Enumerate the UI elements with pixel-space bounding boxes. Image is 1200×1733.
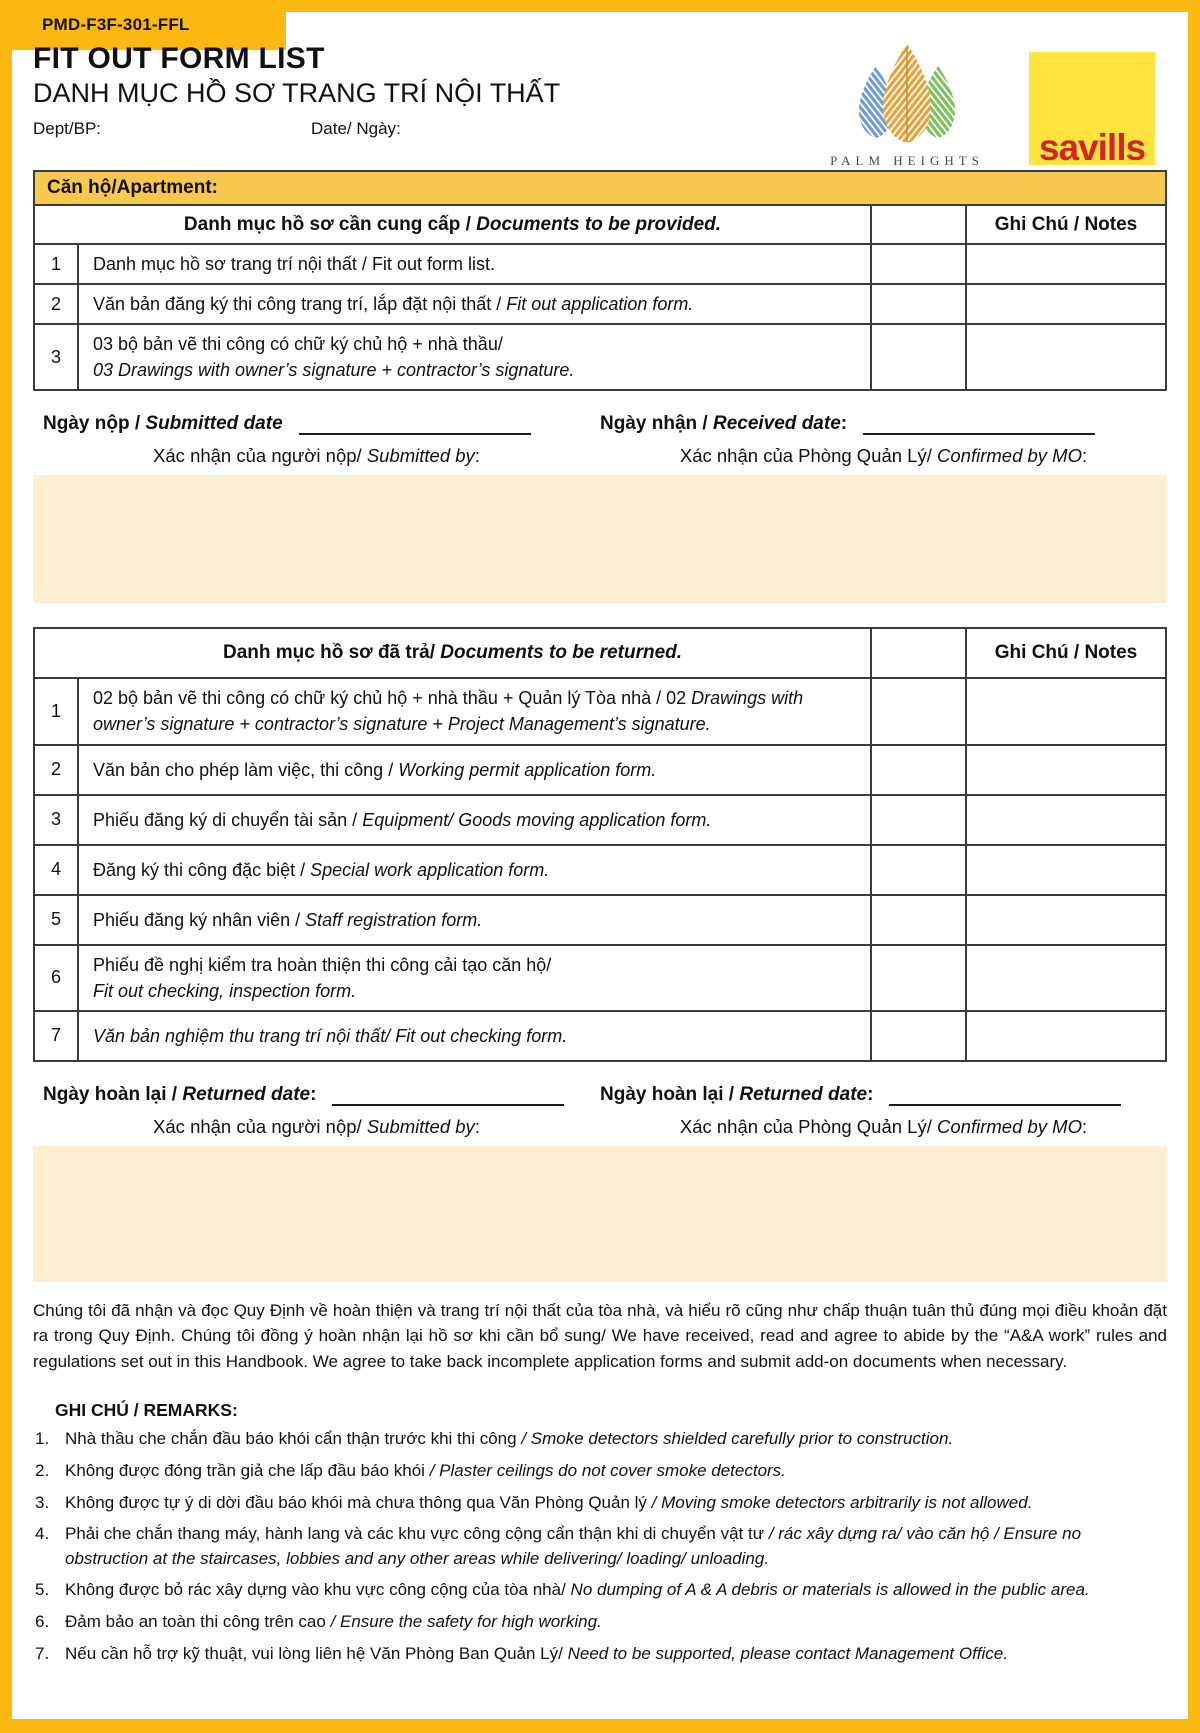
row-number: 3 [34,324,78,390]
text-vietnamese: : [840,413,848,435]
notes-cell[interactable] [966,284,1166,324]
remark-number: 7. [35,1643,50,1663]
document-description [78,895,871,945]
submit-signature-area[interactable] [33,475,1167,603]
notes-cell[interactable] [966,324,1166,390]
row-number: 4 [34,845,78,895]
document-description [78,745,871,795]
return-dates-row [33,1084,1167,1106]
text-vietnamese: Xác nhận của Phòng Quản Lý/ [679,445,938,467]
document-description [78,324,871,390]
table2-title [34,628,871,678]
remark-item [33,1427,1167,1452]
table-row [34,284,1166,324]
table-row [34,324,1166,390]
text-english: Fit out checking, inspection form. [93,980,357,1001]
text-english: / Plaster ceilings do not cover smoke detectors. [429,1460,786,1480]
check-cell[interactable] [871,1011,966,1061]
text-english: Submitted date [145,413,283,435]
row-number: 2 [34,745,78,795]
remark-item [33,1522,1167,1571]
row-number: 2 [34,284,78,324]
page-subtitle: DANH MỤC HỒ SƠ TRANG TRÍ NỘI THẤT [33,78,561,108]
text-english: Special work application form. [310,859,550,880]
text-vietnamese: : [310,1083,317,1105]
text-vietnamese: Ngày nộp / [43,413,146,435]
text-english: No dumping of A & A debris or materials is allowed in the public area. [570,1580,1090,1600]
remark-text [65,1642,1167,1667]
page-title: FIT OUT FORM LIST [33,42,325,75]
notes-cell[interactable] [966,845,1166,895]
row-number: 1 [34,678,78,744]
check-cell[interactable] [871,945,966,1011]
savills-logo [1029,52,1155,168]
remark-text [65,1578,1167,1603]
text-vietnamese: : [1081,445,1088,467]
row-number: 3 [34,795,78,845]
text-vietnamese: Ngày hoàn lại / [600,1083,740,1105]
text-english: / Smoke detectors shielded carefully prior to construction. [521,1429,954,1449]
text-vietnamese: Phiếu đề nghị kiểm tra hoàn thiện thi công cải tạo căn hộ/ [93,954,552,975]
row-number: 7 [34,1011,78,1061]
remarks-list [33,1427,1167,1666]
documents-to-be-returned-table [33,627,1167,1061]
document-description [78,244,871,284]
text-vietnamese: Văn bản đăng ký thi công trang trí, lắp đặt nội thất / [93,294,507,315]
confirmed-by-mo-label [600,445,1167,467]
notes-column-header: Ghi Chú / Notes [966,628,1166,678]
text-vietnamese: Danh mục hồ sơ đã trả/ [222,642,441,664]
text-vietnamese: Phải che chắn thang máy, hành lang và các khu vực công cộng cẩn thận khi di chuyển vật tư [65,1524,769,1544]
submitted-date-input-line[interactable] [299,414,531,436]
text-vietnamese: Phiếu đăng ký nhân viên / [93,909,306,930]
text-vietnamese: Không được đóng trần giả che lấp đầu báo khói [65,1460,430,1480]
document-description [78,1011,871,1061]
table-row [34,795,1166,845]
returned-date-label-right [600,1084,873,1106]
check-cell[interactable] [871,244,966,284]
table-row [34,895,1166,945]
remark-item [33,1610,1167,1635]
table-row [34,1011,1166,1061]
text-english: / rác xây dựng ra/ vào căn hộ / Ensure no obstruction at the staircases, lobbies and any other areas while delivering/ loading/ unloading. [65,1524,1082,1568]
savills-logo-text: savills [1038,126,1146,168]
row-number: 1 [34,244,78,284]
row-number: 5 [34,895,78,945]
remark-number: 3. [35,1492,50,1512]
table-row [34,244,1166,284]
remark-text [65,1610,1167,1635]
text-vietnamese: Xác nhận của Phòng Quản Lý/ [679,1115,938,1137]
text-vietnamese: : [1081,1115,1088,1137]
received-date-label [600,413,847,435]
palm-heights-logo [827,44,987,169]
row-number: 6 [34,945,78,1011]
text-vietnamese: : [474,1115,480,1137]
submitted-by-label [33,1116,600,1138]
text-english: Submitted by [366,445,475,467]
text-vietnamese: Đăng ký thi công đặc biệt / [93,859,311,880]
remark-number: 1. [35,1429,50,1449]
table-row [34,945,1166,1011]
text-english: Confirmed by MO [937,1115,1082,1137]
confirmed-by-mo-label [600,1116,1167,1138]
palm-heights-logo-text: PALM HEIGHTS [830,153,984,168]
received-date-input-line[interactable] [863,414,1095,436]
remarks-section [33,1400,1167,1666]
text-vietnamese: Đảm bảo an toàn thi công trên cao [65,1612,331,1632]
check-header-cell [871,205,966,244]
check-cell[interactable] [871,895,966,945]
text-english: / Moving smoke detectors arbitrarily is not allowed. [651,1492,1033,1512]
text-vietnamese: Phiếu đăng ký di chuyển tài sản / [93,809,363,830]
table-row [34,745,1166,795]
document-description [78,845,871,895]
notes-cell[interactable] [966,678,1166,744]
text-vietnamese: Không được tự ý di dời đầu báo khói mà chưa thông qua Văn Phòng Quản lý [65,1492,652,1512]
remark-text [65,1459,1167,1484]
text-vietnamese: 03 bộ bản vẽ thi công có chữ ký chủ hộ + nhà thầu/ [93,334,503,355]
remark-text [65,1491,1167,1516]
notes-cell[interactable] [966,945,1166,1011]
remark-number: 4. [35,1524,50,1544]
text-vietnamese: Văn bản cho phép làm việc, thi công / [93,759,399,780]
apartment-label[interactable]: Căn hộ/Apartment: [34,171,1166,205]
check-cell[interactable] [871,284,966,324]
agreement-paragraph: Chúng tôi đã nhận và đọc Quy Định về hoàn thiện và trang trí nội thất của tòa nhà, và hiểu rõ cũng như chấp thuận tuân thủ đúng mọi điều khoản đặt ra trong Quy Định. Chúng tôi đồng ý hoàn nhận lại hồ sơ khi cần bổ sung/ We have received, read and agree to abide by the “A&A work” rules and regulations set out in this Handbook. We agree to take back incomplete application forms and submit add-on documents when necessary. [33,1300,1167,1371]
remark-item [33,1578,1167,1603]
remark-number: 2. [35,1460,50,1480]
notes-column-header: Ghi Chú / Notes [966,205,1166,244]
text-vietnamese: : [867,1083,874,1105]
remarks-title: GHI CHÚ / REMARKS: [55,1400,238,1421]
notes-cell[interactable] [966,244,1166,284]
submitted-by-label [33,445,600,467]
document-description [78,795,871,845]
text-vietnamese: Ngày hoàn lại / [43,1083,183,1105]
document-description [78,284,871,324]
text-vietnamese: Danh mục hồ sơ trang trí nội thất / Fit out form list. [93,254,495,274]
text-english: Documents to be returned. [440,642,683,664]
remark-text [65,1522,1167,1571]
check-cell[interactable] [871,324,966,390]
table-row [34,678,1166,744]
check-cell[interactable] [871,745,966,795]
document-description [78,945,871,1011]
form-header [33,42,1167,170]
notes-cell[interactable] [966,795,1166,845]
text-english: Equipment/ Goods moving application form. [362,809,712,830]
notes-cell[interactable] [966,895,1166,945]
table1-title [34,205,871,244]
text-english: Submitted by [366,1115,475,1137]
text-vietnamese: Ngày nhận / [600,413,713,435]
remark-item [33,1459,1167,1484]
documents-to-be-provided-table [33,170,1167,391]
table2-header-row [34,628,1166,678]
submit-dates-row [33,413,1167,435]
text-english: Drawings with owner’s signature + contractor’s signature + Project Management’s signature. [93,688,804,735]
text-vietnamese: Không được bỏ rác xây dựng vào khu vực công cộng của tòa nhà/ [65,1580,571,1600]
returned-date-label-left [43,1084,316,1106]
returned-date-input-line-left[interactable] [332,1084,564,1106]
text-english: Staff registration form. [305,909,483,930]
date-field-label: Date/ Ngày: [311,119,401,138]
text-english: 03 Drawings with owner’s signature + contractor’s signature. [93,360,575,381]
apartment-header-row [34,171,1166,205]
text-english: / Ensure the safety for high working. [330,1612,602,1632]
text-english: Returned date [182,1083,311,1105]
text-vietnamese: 02 bộ bản vẽ thi công có chữ ký chủ hộ + nhà thầu + Quản lý Tòa nhà / 02 [93,688,692,709]
check-cell[interactable] [871,678,966,744]
remark-text [65,1427,1167,1452]
text-english: Returned date [739,1083,868,1105]
text-vietnamese: Nếu cần hỗ trợ kỹ thuật, vui lòng liên hệ Văn Phòng Ban Quản Lý/ [65,1643,568,1663]
text-vietnamese: Nhà thầu che chắn đầu báo khói cẩn thận trước khi thi công [65,1429,522,1449]
document-code: PMD-F3F-301-FFL [42,15,190,34]
document-description [78,678,871,744]
table1-header-row [34,205,1166,244]
dept-field-label: Dept/BP: [33,119,102,138]
remark-item [33,1642,1167,1667]
text-english: Văn bản nghiệm thu trang trí nội thất/ Fit out checking form. [93,1025,568,1046]
text-vietnamese: Danh mục hồ sơ cần cung cấp / [183,213,477,235]
text-english: Documents to be provided. [476,213,722,235]
text-english: Received date [712,413,841,435]
submitted-date-label [43,413,283,435]
returned-date-input-line-right[interactable] [889,1084,1121,1106]
return-signature-labels [33,1116,1167,1138]
table-row [34,845,1166,895]
palm-heights-tree-icon [832,44,982,144]
notes-cell[interactable] [966,745,1166,795]
remark-number: 5. [35,1580,50,1600]
return-signature-area[interactable] [33,1146,1167,1282]
notes-cell[interactable] [966,1011,1166,1061]
remark-item [33,1491,1167,1516]
check-cell[interactable] [871,845,966,895]
text-vietnamese: Xác nhận của người nộp/ [153,445,367,467]
text-vietnamese: Xác nhận của người nộp/ [153,1115,367,1137]
remark-number: 6. [35,1612,50,1632]
text-english: Fit out application form. [506,294,694,315]
check-header-cell [871,628,966,678]
text-english: Confirmed by MO [937,445,1082,467]
text-english: Need to be supported, please contact Management Office. [567,1643,1008,1663]
check-cell[interactable] [871,795,966,845]
text-english: Working permit application form. [398,759,657,780]
text-vietnamese: : [474,445,480,467]
submit-signature-labels [33,445,1167,467]
